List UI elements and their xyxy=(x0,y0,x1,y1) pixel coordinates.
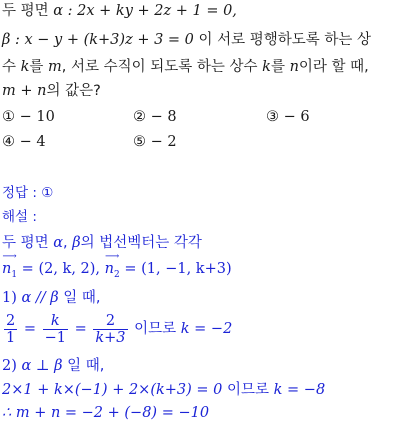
solution-fraction-line xyxy=(2,312,232,346)
question-text: 의 값은? xyxy=(46,83,101,99)
solution-text: 이므로 xyxy=(222,382,274,398)
fraction-1 xyxy=(4,313,17,346)
math-m: m xyxy=(48,59,62,75)
numerator: 2 xyxy=(93,313,127,330)
question-line-3 xyxy=(2,58,369,76)
question-text: 를 xyxy=(270,59,290,75)
math-k: k xyxy=(20,59,30,75)
choice-number: ④ xyxy=(2,134,15,150)
solution-case-2 xyxy=(2,357,104,375)
result-k-perpendicular: k = −8 xyxy=(273,382,326,398)
explanation-label: 해설 : xyxy=(2,209,37,225)
plane-beta-equation: β : x − y + (k+3)z + 3 = 0 xyxy=(2,32,194,48)
final-result: ∴ m + n = −2 + (−8) = −10 xyxy=(2,405,210,421)
math-perpendicular: α ⊥ β xyxy=(21,358,63,374)
vector-arrow-icon: ⟶ xyxy=(2,251,17,262)
choice-5[interactable] xyxy=(133,133,177,151)
choice-number: ⑤ xyxy=(133,134,146,150)
choice-number: ① xyxy=(2,109,15,125)
question-line-4 xyxy=(2,82,101,100)
plane-alpha-equation: α : 2x + ky + 2z + 1 = 0, xyxy=(53,3,237,19)
vector-symbol: n xyxy=(104,261,114,277)
denominator: 1 xyxy=(6,329,16,346)
solution-dot-product-line xyxy=(2,381,325,399)
math-n: n xyxy=(289,59,299,75)
dot-product-equation: 2×1 + k×(−1) + 2×(k+3) = 0 xyxy=(2,382,223,398)
math-parallel: α // β xyxy=(21,290,59,306)
question-line-1 xyxy=(2,2,237,20)
choice-number: ③ xyxy=(266,109,279,125)
choice-2[interactable] xyxy=(133,108,177,126)
case-number: 2) xyxy=(2,358,22,374)
normal-vector-n1 xyxy=(2,251,18,284)
choice-value: − 6 xyxy=(283,109,310,125)
solution-text: 일 때, xyxy=(62,358,105,374)
math-m-plus-n: m + n xyxy=(2,83,47,99)
solution-text: , xyxy=(63,235,73,251)
numerator: 2 xyxy=(6,312,16,329)
vector-subscript: 2 xyxy=(114,269,120,280)
math-alpha: α xyxy=(53,235,64,251)
numerator: k xyxy=(43,313,68,330)
denominator: k+3 xyxy=(95,329,126,346)
solution-text: 두 평면 xyxy=(2,235,54,251)
vector-subscript: 1 xyxy=(11,269,18,280)
math-k: k xyxy=(262,59,271,75)
vector-arrow-icon: ⟶ xyxy=(105,251,120,262)
choice-1[interactable] xyxy=(2,108,55,126)
normal-vector-n2 xyxy=(104,251,120,284)
solution-text: 일 때, xyxy=(58,290,101,306)
solution-final-line xyxy=(2,404,209,422)
question-text: , 서로 수직이 되도록 하는 상수 xyxy=(61,59,263,75)
choice-3[interactable] xyxy=(266,108,310,126)
denominator: −1 xyxy=(44,329,66,346)
choice-value: − 10 xyxy=(19,109,55,125)
solution-line-1 xyxy=(2,234,202,252)
choice-value: − 8 xyxy=(150,109,177,125)
question-text: 수 xyxy=(2,59,21,75)
math-beta: β xyxy=(72,235,81,251)
equals-sign: = xyxy=(19,321,41,337)
result-k-parallel: k = −2 xyxy=(180,321,233,337)
question-line-2 xyxy=(2,31,371,49)
solution-line-normals xyxy=(2,251,232,284)
choice-value: − 4 xyxy=(19,134,46,150)
question-text: 이라 할 때, xyxy=(298,59,369,75)
case-number: 1) xyxy=(2,290,22,306)
choice-value: − 2 xyxy=(150,134,177,150)
vector-components: = (1, −1, k+3) xyxy=(119,261,232,277)
vector-components: = (2, k, 2), xyxy=(17,261,105,277)
solution-case-1 xyxy=(2,289,101,307)
question-text: 이 서로 평행하도록 하는 상 xyxy=(193,32,372,48)
fraction-2 xyxy=(43,313,68,346)
fraction-3 xyxy=(93,313,127,346)
answer-label: 정답 : ① xyxy=(2,185,54,201)
solution-text: 이므로 xyxy=(129,321,181,337)
choice-4[interactable] xyxy=(2,133,46,151)
question-text: 두 평면 xyxy=(2,3,54,19)
solution-text: 의 법선벡터는 각각 xyxy=(80,235,202,251)
choice-number: ② xyxy=(133,109,146,125)
vector-symbol: n xyxy=(2,261,12,277)
equals-sign: = xyxy=(69,321,92,337)
question-text: 를 xyxy=(29,59,49,75)
